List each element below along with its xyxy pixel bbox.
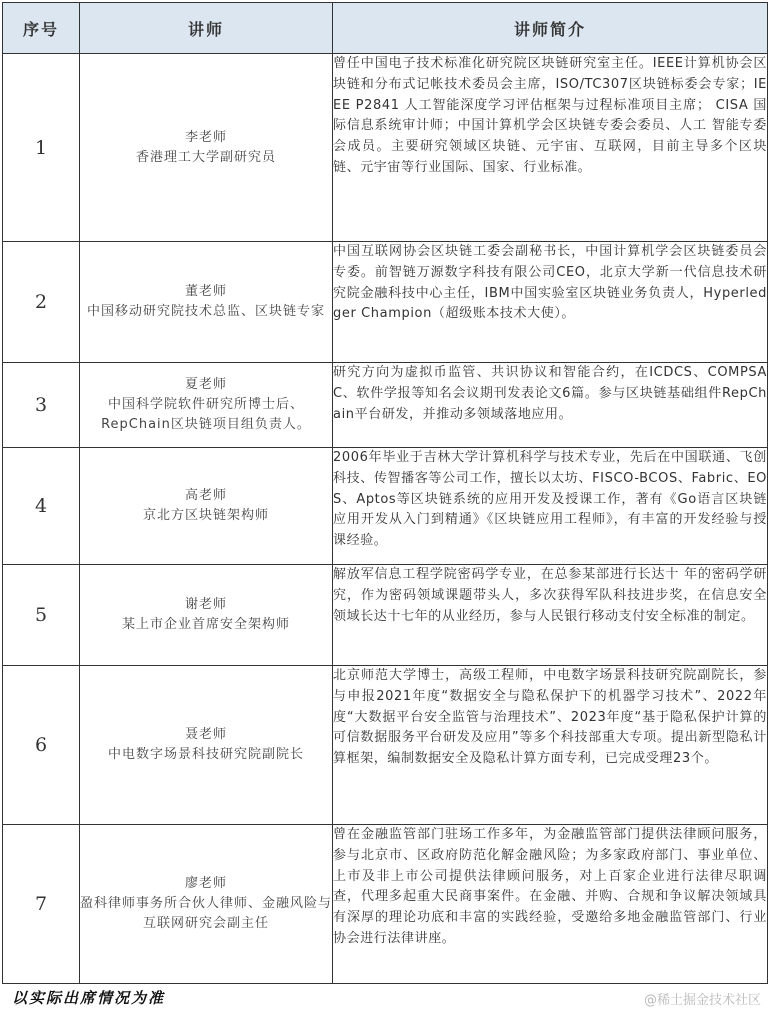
header-no: 序号 bbox=[3, 3, 80, 54]
lecturer-bio: 中国互联网协会区块链工委会副秘书长，中国计算机学会区块链委员会专委。前智链万源数字科技有限公司CEO，北京大学新一代信息技术研究院金融科技中心主任，IBM中国实验室区块链业务负责人，Hyperledger Champion（超级账本技术大使）。 bbox=[333, 242, 768, 363]
lecturer-name: 董老师 bbox=[184, 284, 227, 299]
attendance-note: 以实际出席情况为准 bbox=[12, 989, 166, 1007]
lecturer-name: 廖老师 bbox=[184, 876, 227, 891]
row-number: 5 bbox=[3, 565, 80, 666]
lecturer-title: 某上市企业首席安全架构师 bbox=[121, 617, 290, 632]
lecturer-title: 中国科学院软件研究所博士后、RepChain区块链项目组负责人。 bbox=[101, 397, 311, 432]
lecturer-title: 盈科律师事务所合伙人律师、金融风险与互联网研究会副主任 bbox=[80, 896, 333, 931]
lecturer-cell bbox=[80, 242, 333, 363]
lecturer-bio: 解放军信息工程学院密码学专业，在总参某部进行长达十 年的密码学研究，作为密码领域课题带头人，多次获得军队科技进步奖，在信息安全领域长达十七年的从业经历，参与人民银行移动支付安全标准的制定。 bbox=[333, 565, 768, 666]
lecturer-title: 中电数字场景科技研究院副院长 bbox=[107, 747, 304, 762]
lecturer-name: 高老师 bbox=[184, 488, 227, 503]
table-header-row bbox=[3, 3, 768, 54]
header-bio: 讲师简介 bbox=[333, 3, 768, 54]
table-row bbox=[3, 54, 768, 242]
lecturer-table bbox=[2, 2, 768, 984]
lecturer-title: 香港理工大学副研究员 bbox=[135, 149, 276, 165]
lecturer-bio: 2006年毕业于吉林大学计算机科学与技术专业，先后在中国联通、飞创科技、传智播客等公司工作，擅长以太坊、FISCO-BCOS、Fabric、EOS、Aptos等区块链系统的应用开发及授课工作，著有《Go语言区块链应用开发从入门到精通》《区块链应用工程师》，有丰富的开发经验与授课经验。 bbox=[333, 448, 768, 565]
lecturer-cell bbox=[80, 363, 333, 448]
lecturer-cell bbox=[80, 825, 333, 984]
lecturer-name: 夏老师 bbox=[184, 377, 227, 392]
lecturer-name: 聂老师 bbox=[184, 727, 227, 742]
table-row bbox=[3, 242, 768, 363]
row-number: 4 bbox=[3, 448, 80, 565]
lecturer-bio: 北京师范大学博士，高级工程师，中电数字场景科技研究院副院长，参与申报2021年度“数据安全与隐私保护下的机器学习技术”、2022年度“大数据平台安全监管与治理技术”、2023年度“基于隐私保护计算的可信数据服务平台研发及应用”等多个科技部重大专项。提出新型隐私计算框架，编制数据安全及隐私计算方面专利，已完成受理23个。 bbox=[333, 666, 768, 825]
row-number: 2 bbox=[3, 242, 80, 363]
header-lecturer: 讲师 bbox=[80, 3, 333, 54]
table-row bbox=[3, 565, 768, 666]
lecturer-name: 谢老师 bbox=[184, 597, 227, 612]
lecturer-name: 李老师 bbox=[184, 129, 227, 145]
lecturer-bio: 曾在金融监管部门驻场工作多年，为金融监管部门提供法律顾问服务，参与北京市、区政府防范化解金融风险；为多家政府部门、事业单位、上市及非上市公司提供法律顾问服务，对上百家企业进行法律尽职调查，代理多起重大民商事案件。在金融、并购、合规和争议解决领域具有深厚的理论功底和丰富的实践经验，受邀给多地金融监管部门、行业协会进行法律讲座。 bbox=[333, 825, 768, 984]
row-number: 1 bbox=[3, 54, 80, 242]
lecturer-cell bbox=[80, 448, 333, 565]
lecturer-title: 中国移动研究院技术总监、区块链专家 bbox=[86, 304, 325, 319]
lecturer-bio: 研究方向为虚拟币监管、共识协议和智能合约，在ICDCS、COMPSAC、软件学报等知名会议期刊发表论文6篇。参与区块链基础组件RepChain平台研发，并推动多领域落地应用。 bbox=[333, 363, 768, 448]
table-row bbox=[3, 448, 768, 565]
row-number: 7 bbox=[3, 825, 80, 984]
row-number: 6 bbox=[3, 666, 80, 825]
lecturer-cell bbox=[80, 666, 333, 825]
row-number: 3 bbox=[3, 363, 80, 448]
watermark: @稀土掘金技术社区 bbox=[643, 993, 761, 1008]
table-row bbox=[3, 363, 768, 448]
lecturer-title: 京北方区块链架构师 bbox=[142, 508, 269, 523]
lecturer-cell bbox=[80, 565, 333, 666]
lecturer-cell bbox=[80, 54, 333, 242]
table-row bbox=[3, 666, 768, 825]
lecturer-bio: 曾任中国电子技术标准化研究院区块链研究室主任。IEEE计算机协会区块链和分布式记帐技术委员会主席，ISO/TC307区块链标委会专家；IEEE P2841 人工智能深度学习评估框架与过程标准项目主席； CISA 国际信息系统审计师；中国计算机学会区块链专委会委员、人工 智能专委会成员。主要研究领域区块链、元宇宙、互联网，目前主导多个区块链、元宇宙等行业国际、国家、行业标准。 bbox=[333, 54, 768, 242]
table-row bbox=[3, 825, 768, 984]
